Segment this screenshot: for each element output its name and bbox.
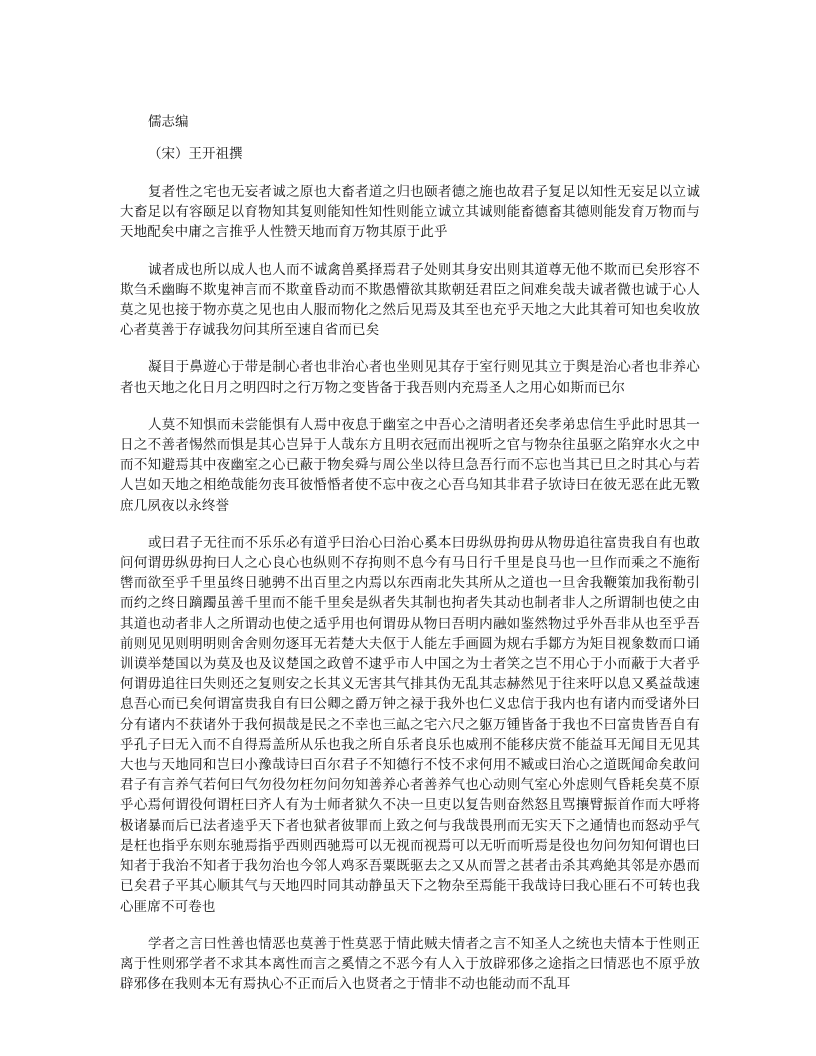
paragraph-4: 人莫不知惧而未尝能惧有人焉中夜息于幽室之中吾心之清明者还矣孝弟忠信生乎此时思其一日之不善者惕然而惧是其心岂异于人哉东方且明衣冠而出视听之官与物杂往虽驱之陷穽水火之中而不知避焉其中夜幽室之心已蔽于物矣舜与周公坐以待旦急吾行而不忘也当其已旦之时其心与若人岂如天地之相绝哉能勿丧耳彼惛惛者使不忘中夜之心吾乌知其非君子欤诗曰在彼无恶在此无斁庶几夙夜以永终誉	[120, 416, 700, 514]
paragraph-1: 复者性之宅也无妄者诚之原也大畜者道之归也颐者德之施也故君子复足以知性无妄足以立诚大畜足以有容颐足以育物知其复则能知性知性则能立诚立其诚则能畜德畜其德则能发育万物而与天地配矣中庸之言推乎人性赞天地而育万物其原于此乎	[120, 184, 700, 241]
paragraph-3: 凝目于鼻遊心于带是制心者也非治心者也坐则见其存于室行则见其立于舆是治心者也非养心者也天地之化日月之明四时之行万物之变皆备于我吾则内充焉圣人之用心如斯而已尔	[120, 359, 700, 396]
document-title: 儒志编	[148, 114, 189, 130]
document-page	[120, 112, 700, 1011]
paragraph-5: 或曰君子无往而不乐乐必有道乎曰治心曰治心奚本曰毋纵毋拘毋从物毋追往富贵我自有也敢问何谓毋纵毋拘曰人之心良心也纵则不存拘则不息今有马日行千里是良马也一旦作而乘之不施衔辔而欲至乎千里虽终日驰骋不出百里之内焉以东西南北失其所从之道也一旦舍我鞭策加我衔勒引而约之终日蹢躅虽善千里而不能千里矣是纵者失其制也拘者失其动也制者非人之所谓制也使之由其道也动者非人之所谓动也使之适乎用也何谓毋从物曰吾明内融如鉴然物过乎外吾非从也至乎吾前则见见则明明则舍舍则勿逐耳无若楚大夫伛于人能左手画圆为规右手鄒方为矩目视象数而口诵训谟举楚国以为莫及也及议楚国之政曾不逮乎市人中国之为士者笑之岂不用心于小而蔽于大者乎何谓毋追往曰失则还之复则安之长其义无害其气排其伪无乱其志赫然见于往来吁以息又奚益哉速息吾心而已矣何谓富贵我自有曰公卿之爵万钟之禄于我外也仁义忠信于我内也有诸内而受诸外曰分有诸内不获诸外于我何损哉是民之不幸也三畆之宅六尺之躯万锺皆备于我也不曰富贵皆吾自有乎孔子曰无入而不自得焉盖所从乐也我之所自乐者良乐也威刑不能移庆赏不能益耳无闻目无见其大也与天地同和岂曰小豫哉诗曰百尔君子不知德行不忮不求何用不臧或曰治心之道既闻命矣敢问君子有言养气若何曰气勿役勿枉勿问勿知善养心者善养气也心动则气室心外虑则气昏耗矣莫不原乎心焉何谓役何谓枉曰齐人有为士师者狱久不决一旦吏以复告则奋然怒且骂攘臂振首作而大呼将极诸暴而后已法者逵乎天下者也狱者彼罪而上致之何与我哉畏刑而无实天下之通情也而怒动乎气是枉也指乎东则东驰焉指乎西则西驰焉可以无视而视焉可以无听而听焉是役也勿问勿知何谓也曰知者于我治不知者于我勿治也今邻人鸡豕吾粟既驱去之又从而詈之甚者击杀其鸡絶其邻是亦愚而已矣君子平其心顺其气与天地四时同其动静虽天下之物杂至焉能干我哉诗曰我心匪石不可转也我心匪席不可卷也	[120, 534, 700, 915]
paragraph-2: 诚者成也所以成人也人而不诚禽兽奚择焉君子处则其身安出则其道尊无他不欺而已矣形容不欺刍禾幽晦不欺鬼神言而不欺童昏动而不欺愚懵欲其欺朝廷君臣之间难矣哉夫诚者微也诚于心人莫之见也接于物亦莫之见也由人服而物化之然后见焉及其至也充乎天地之大此其着可知也矣收放心者莫善于存诚我勿问其所至速自省而已矣	[120, 261, 700, 339]
paragraph-6: 学者之言曰性善也情恶也莫善于性莫恶于情此贼夫情者之言不知圣人之统也夫情本于性则正离于性则邪学者不求其本离性而言之奚情之不恶今有人入于放辟邪侈之途指之曰情恶也不原乎放辟邪侈在我则本无有焉执心不正而后入也贤者之于情非不动也能动而不乱耳	[120, 935, 700, 993]
document-author: （宋）王开祖撰	[148, 146, 243, 162]
